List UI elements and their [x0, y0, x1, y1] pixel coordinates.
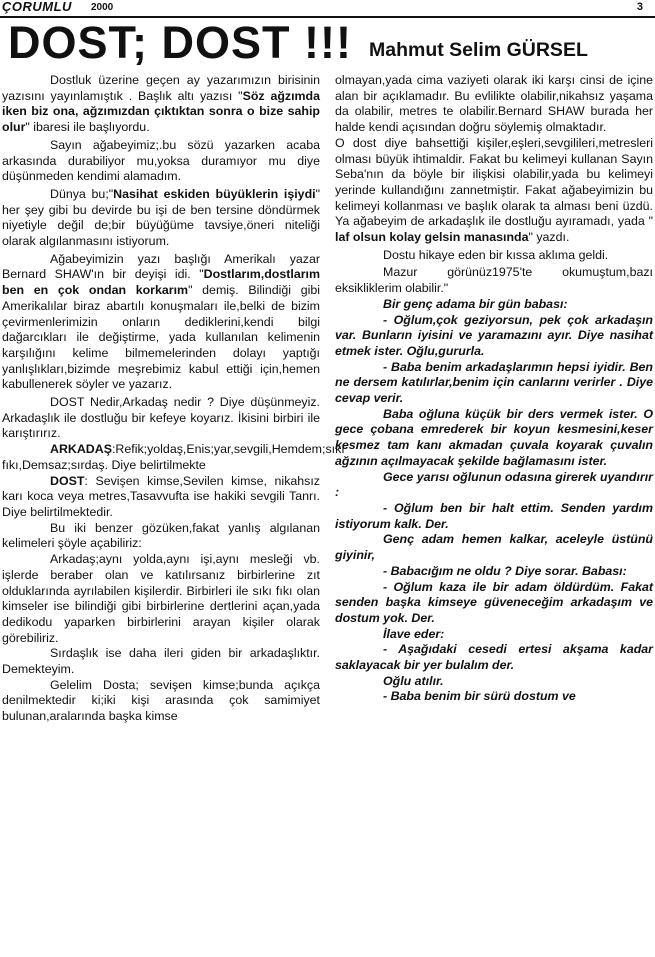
paragraph: Dostu hikaye eden bir kıssa aklıma geldi.	[383, 247, 609, 262]
paragraph: Sayın ağabeyimiz;.bu sözü yazarken acaba arkasında durabiliyor mu,yoksa duramıyor mu diye düşünmeden kendimi alamadım.	[2, 137, 320, 184]
story-line: - Babacığım ne oldu ? Diye sorar. Babası:	[383, 563, 627, 578]
story-line: Oğlu atılır.	[383, 673, 444, 688]
paragraph: Mazur görünüz1975'te okumuştum,bazı eksikliklerim olabilir."	[335, 265, 653, 296]
article-title: DOST; DOST !!!	[8, 17, 352, 68]
issue-year: 2000	[91, 2, 114, 13]
paragraph: Sırdaşlık ise daha ileri giden bir arkadaşlıktır. Demekteyim.	[2, 646, 320, 677]
paragraph: Bu iki benzer gözüken,fakat yanlış algılanan kelimeleri şöyle açabiliriz:	[2, 520, 320, 551]
page-header	[0, 0, 655, 16]
paragraph: Gelelim Dosta; sevişen kimse;bunda açıkça denilmektedir ki;iki kişi arasında çok samimiyet bulunan,aralarında başka kimse	[2, 677, 320, 724]
story-line: - Oğlum kaza ile bir adam öldürdüm. Fakat senden başka kimseye güveneceğim arkadaşım ve dostum yok. Der.	[335, 579, 653, 625]
paragraph: Arkadaş;aynı yolda,aynı işi,aynı mesleği vb. işlerde beraber olan ve katılırsanız birbirlerine zıt olduklarında ayrılabilen kişilerdir. Birbirleri ile sıkı fıkı olan kimseler ise bilindiği gibi birbirlerine dertlerini açan,yada dedikodu yaparken birbirlerini arayan kişiler olarak görebiliriz.	[2, 552, 320, 645]
article-author: Mahmut Selim GÜRSEL	[369, 39, 588, 61]
story-line: Genç adam hemen kalkar, aceleyle üstünü giyinir,	[335, 532, 653, 563]
story-line: Bir genç adama bir gün babası:	[383, 296, 568, 311]
left-column	[2, 73, 345, 725]
paragraph: O dost diye bahsettiği kişiler,eşleri,sevgilileri,metresleri olması büyük ihtimaldir. Fakat bu kelimeyi kullanan Sayın Seba'nın da böyle bir ilişkisi olabilir,yada bu kelimeyi yerinde kullandığını zannetmiştir. Fakat ağabeyimizin bu kelimeyi kollanması ve başlık olarak ta alması beni üzdü. Ya ağabeyim de arkadaşlık ile dostluğu ayıramadı, yada "	[335, 135, 653, 229]
right-column	[335, 73, 653, 705]
story-line: - Aşağıdaki cesedi ertesi akşama kadar saklayacak bir yer bulalım der.	[335, 642, 653, 673]
story-line: - Baba benim bir sürü dostum ve	[383, 689, 576, 704]
paragraph: DOST: Sevişen kimse,Sevilen kimse, nikahsız karı koca veya metres,Tasavvufta ise hakiki sevgili Tanrı. Diye belirtilmektedir.	[2, 473, 320, 519]
page-number: 3	[636, 1, 643, 13]
paragraph: Dünya bu;"Nasihat eskiden büyüklerin işiydi" her şey gibi bu devirde bu işi de ben tersine döndürmek niyetiyle değil de;bir büyüğüme tavsiye,öneri niteliği olarak algılanmasını istiyorum.	[2, 186, 320, 249]
story-line: Gece yarısı oğlunun odasına girerek uyandırır :	[335, 469, 653, 500]
story-line: - Oğlum ben bir halt ettim. Senden yardım istiyorum kalk. Der.	[335, 500, 653, 531]
paragraph: olmayan,yada cima vaziyeti olarak iki karşı cinsi de içine alan bir açıklamadır. Bu evlilikte olabilir,nikahsız yaşama da olabilir, metres te olabilir.Bernard SHAW burada her halde kendi açısından doğru söylemiş olmaktadır.	[335, 73, 653, 135]
story-line: - Baba benim arkadaşlarımın hepsi iyidir. Ben ne dersem katılırlar,benim için canlarını verirler . Diye cevap verir.	[335, 359, 653, 406]
newspaper-masthead: ÇORUMLU	[2, 0, 72, 14]
story-line: İlave eder:	[383, 626, 445, 641]
paragraph: DOST Nedir,Arkadaş nedir ? Diye düşünmeyiz. Arkadaşlık ile dostluğu bir kefeye koyarız. İkisini birbiri ile karıştırırız.	[2, 395, 320, 441]
story-line: - Oğlum,çok geziyorsun, pek çok arkadaşın var. Bunların iyisini ve yaramazını ayır. Diye nasihat etmek ister. Oğlu,gururla.	[335, 312, 653, 358]
paragraph: Ağabeyimizin yazı başlığı Amerikalı yazar Bernard SHAW'ın bir deyişi idi. "Dostlarım,dostlarım ben en çok ondan korkarım" demiş. Bilindiği gibi Amerikalılar biraz abartılı konuşmaları ile,belki de bizim çevirmenlerimizin onların dediklerini,kendi bilgi dağarcıkları ile değiştirme, yada kullanılan kelimenin karşılığını kelime bilmemelerinden dolayı yaptığı yanlışlıkları,bizimde meşrebimiz kabul ettiği için,hemen kabullenerek söyler ve yazarız.	[2, 251, 320, 392]
story-line: Baba oğluna küçük bir ders vermek ister. O gece çobana emrederek bir koyun kesmesini,keser kesmez tam kanı akmadan çuvala koyarak çuvalın ağzının açılmayacak şekilde bağlamasını ister.	[335, 406, 653, 468]
paragraph: laf olsun kolay gelsin manasında" yazdı.	[335, 230, 570, 245]
paragraph: ARKADAŞ:Refik;yoldaş,Enis;yar,sevgili,Hemdem;sıkı fıkı,Demsaz;sırdaş. Diye belirtilmekte	[2, 442, 345, 472]
paragraph: Dostluk üzerine geçen ay yazarımızın birisinin yazısını yayınlamıştık . Başlık altı yazısı "Söz ağzımda iken biz ona, ağzımızdan çıktıktan sonra o bize sahip olur" ibaresi ile başlıyordu.	[2, 73, 321, 135]
